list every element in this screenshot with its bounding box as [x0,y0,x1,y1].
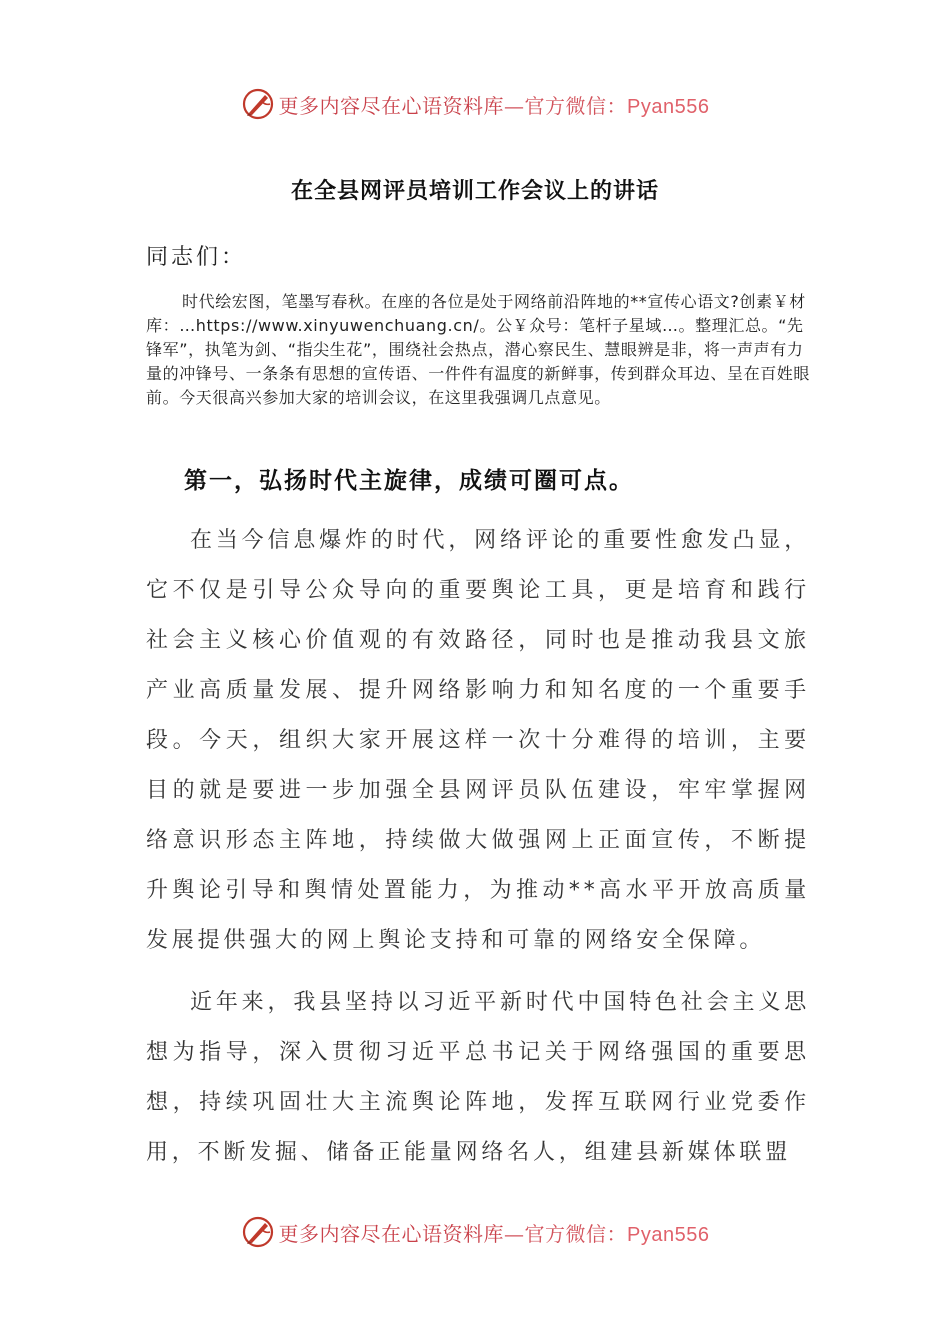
banner-main-text: 更多内容尽在心语资料库 [278,93,505,118]
banner-dash: — [504,1221,525,1246]
banner-wechat-id: Pyan556 [627,95,710,118]
greeting: 同志们： [146,245,247,270]
banner-sub-text: 官方微信： [524,1221,628,1246]
banner-wechat-id: Pyan556 [627,1223,710,1246]
body-paragraph-1: 在当今信息爆炸的时代，网络评论的重要性愈发凸显，它不仅是引导公众导向的重要舆论工具，更是培育和践行社会主义核心价值观的有效路径，同时也是推动我县文旅产业高质量发展、提升网络影响力和知名度的一个重要手段。今天，组织大家开展这样一次十分难得的培训，主要目的就是要进一步加强全县网评员队伍建设，牢牢掌握网络意识形态主阵地，持续做大做强网上正面宣传，不断提升舆论引导和舆情处置能力，为推动**高水平开放高质量发展提供强大的网上舆论支持和可靠的网络安全保障。 [146,528,810,953]
banner-text [279,1218,710,1247]
document-title: 在全县网评员培训工作会议上的讲话 [290,179,659,204]
banner-main-text: 更多内容尽在心语资料库 [278,1221,505,1246]
body-paragraph-2: 近年来，我县坚持以习近平新时代中国特色社会主义思想为指导，深入贯彻习近平总书记关于网络强国的重要思想，持续巩固壮大主流舆论阵地，发挥互联网行业党委作用，不断发掘、储备正能量网络名人，组建县新媒体联盟 [146,990,810,1165]
pen-logo-icon [241,1215,275,1249]
banner-sub-text: 官方微信： [524,93,628,118]
pen-logo-icon [241,87,275,121]
banner-dash: — [504,93,525,118]
intro-paragraph: 时代绘宏图，笔墨写春秋。在座的各位是处于网络前沿阵地的**宣传心语文?创素￥材库：…https://www.xinyuwenchuang.cn/。公￥众号：笔杆子星域…。整理汇总。“先锋军”，执笔为剑、“指尖生花”，围绕社会热点，潜心察民生、慧眼辨是非，将一声声有力量的冲锋号、一条条有思想的宣传语、一件件有温度的新鲜事，传到群众耳边、呈在百姓眼前。今天很高兴参加大家的培训会议，在这里我强调几点意见。 [146,292,811,407]
footer-watermark-banner [0,1212,950,1252]
section-heading-first: 第一，弘扬时代主旋律，成绩可圈可点。 [184,468,634,494]
header-watermark-banner [0,84,950,124]
banner-text [279,90,710,119]
